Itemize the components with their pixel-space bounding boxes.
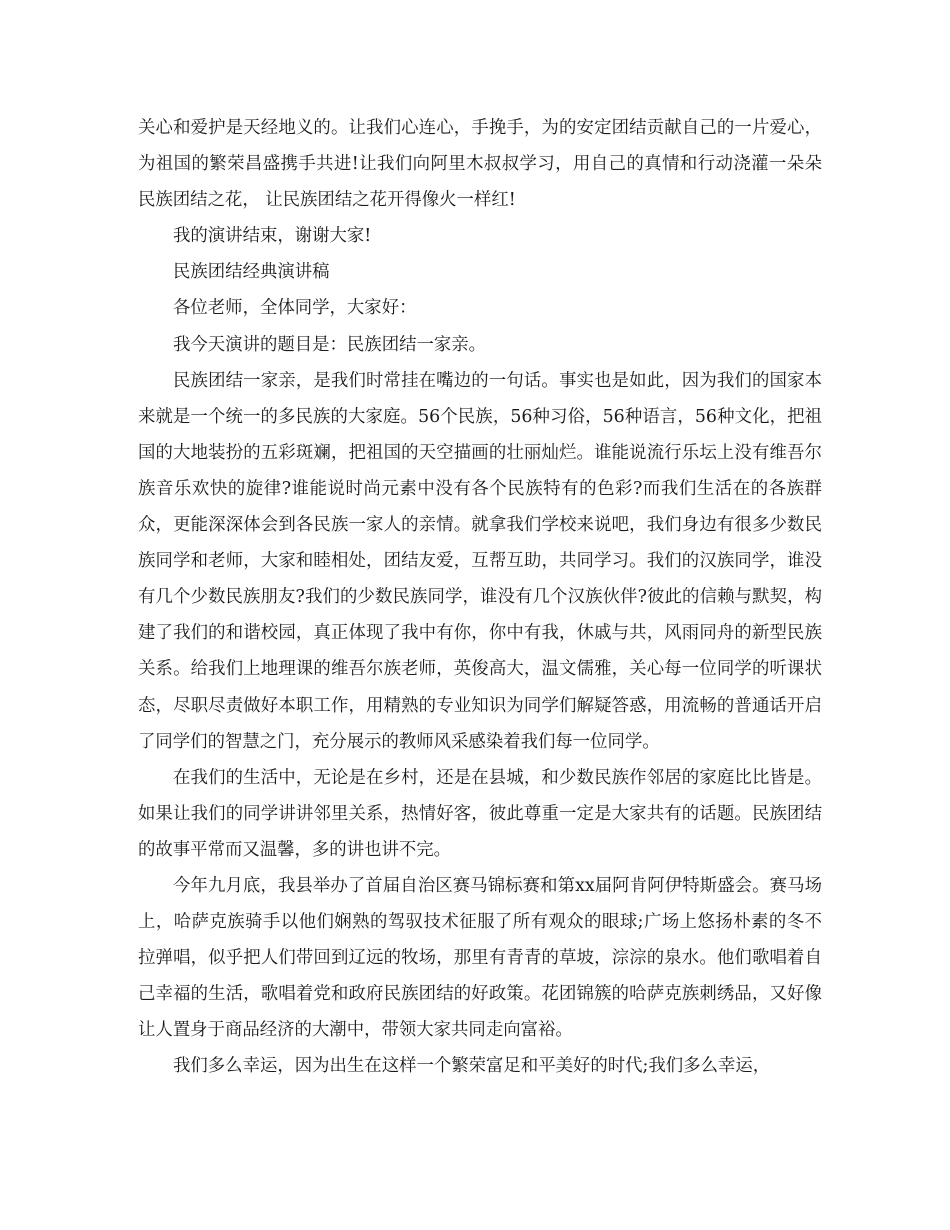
- paragraph-6: 民族团结一家亲，是我们时常挂在嘴边的一句话。事实也是如此，因为我们的国家本来就是一个统一的多民族的大家庭。56个民族，56种习俗，56种语言，56种文化，把祖国的大地装扮的五彩斑斓，把祖国的天空描画的壮丽灿烂。谁能说流行乐坛上没有维吾尔族音乐欢快的旋律?谁能说时尚元素中没有各个民族特有的色彩?而我们生活在的各族群众，更能深深体会到各民族一家人的亲情。就拿我们学校来说吧，我们身边有很多少数民族同学和老师，大家和睦相处，团结友爱，互帮互助，共同学习。我们的汉族同学，谁没有几个少数民族朋友?我们的少数民族同学，谁没有几个汉族伙伴?彼此的信赖与默契，构建了我们的和谐校园，真正体现了我中有你，你中有我，休戚与共，风雨同舟的新型民族关系。给我们上地理课的维吾尔族老师，英俊高大，温文儒雅，关心每一位同学的听课状态，尽职尽责做好本职工作，用精熟的专业知识为同学们解疑答惑，用流畅的普通话开启了同学们的智慧之门，充分展示的教师风采感染着我们每一位同学。: [138, 370, 822, 752]
- paragraph-8: 今年九月底，我县举办了首届自治区赛马锦标赛和第xx届阿肯阿伊特斯盛会。赛马场上，哈萨克族骑手以他们娴熟的驾驭技术征服了所有观众的眼球;广场上悠扬朴素的冬不拉弹唱，似乎把人们带回到辽远的牧场，那里有青青的草坡，淙淙的泉水。他们歌唱着自己幸福的生活，歌唱着党和政府民族团结的好政策。花团锦簇的哈萨克族刺绣品，又好像让人置身于商品经济的大潮中，带领大家共同走向富裕。: [138, 875, 822, 1041]
- section-title: 民族团结经典演讲稿: [173, 262, 330, 283]
- document-body: [138, 110, 822, 1085]
- greeting: 各位老师，全体同学，大家好：: [173, 298, 417, 319]
- paragraph-1: 关心和爱护是天经地义的。让我们心连心，手挽手，为的安定团结贡献自己的一片爱心，为祖国的繁荣昌盛携手共进!让我们向阿里木叔叔学习，用自己的真情和行动浇灌一朵朵民族团结之花， 让民族团结之花开得像火一样红!: [138, 118, 822, 211]
- paragraph-9: 我们多么幸运，因为出生在这样一个繁荣富足和平美好的时代;我们多么幸运，: [173, 1056, 771, 1077]
- paragraph-2: 我的演讲结束，谢谢大家!: [173, 226, 372, 247]
- speech-topic: 我今天演讲的题目是：民族团结一家亲。: [173, 334, 487, 355]
- paragraph-7: 在我们的生活中，无论是在乡村，还是在县城，和少数民族作邻居的家庭比比皆是。如果让我们的同学讲讲邻里关系，热情好客，彼此尊重一定是大家共有的话题。民族团结的故事平常而又温馨，多的讲也讲不完。: [138, 767, 822, 860]
